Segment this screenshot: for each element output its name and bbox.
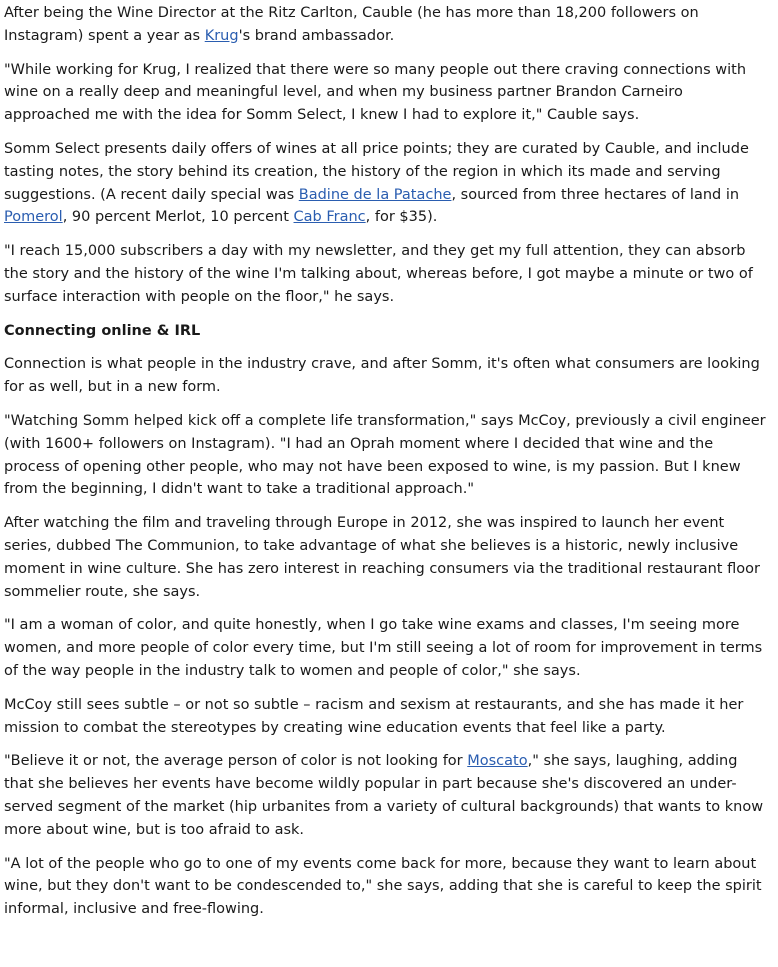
paragraph-text: Somm Select presents daily offers of wines at all price points; they are curated by Cauble, and include tasting notes, the story behind its creation, the history of the region in which its made and serving suggestions. (A recent daily special was [4,140,749,203]
paragraph-woman-of-color-quote: "I am a woman of color, and quite honestly, when I go take wine exams and classes, I'm seeing more women, and more people of color every time, but I'm still seeing a lot of room for improvement in terms of the way people in the industry talk to women and people of color," she says. [4,617,763,679]
link-badine-de-la-patache[interactable]: Badine de la Patache [298,186,452,203]
paragraph-mccoy-quote: "Watching Somm helped kick off a complete life transformation," says McCoy, previously a civil engineer (with 1600+ followers on Instagram). "I had an Oprah moment where I decided that wine and the process of opening other people, who may not have been exposed to wine, is my passion. But I knew from the beginning, I didn't want to take a traditional approach." [4,412,766,498]
section-heading: Connecting online & IRL [4,322,201,339]
paragraph-text: , 90 percent Merlot, 10 percent [62,209,294,226]
paragraph-text: , for $35). [365,209,438,226]
paragraph-cauble-intro [4,2,768,48]
paragraph-somm-select [4,138,768,229]
link-cab-franc[interactable]: Cab Franc [293,209,366,226]
paragraph-text: , sourced from three hectares of land in [451,186,740,203]
paragraph-communion: After watching the film and traveling through Europe in 2012, she was inspired to launch her event series, dubbed The Communion, to take advantage of what she believes is a historic, newly inclusive moment in wine culture. She has zero interest in reaching consumers via the traditional restaurant floor sommelier route, she says. [4,515,760,600]
paragraph-text: 's brand ambassador. [238,27,395,44]
paragraph-connection: Connection is what people in the industry crave, and after Somm, it's often what consumers are looking for as well, but in a new form. [4,356,760,396]
link-krug[interactable]: Krug [204,27,239,44]
paragraph-text: After being the Wine Director at the Ritz Carlton, Cauble (he has more than 18,200 followers on Instagram) spent a year as [4,5,699,44]
paragraph-subscribers-quote: "I reach 15,000 subscribers a day with my newsletter, and they get my full attention, they can absorb the story and the history of the wine I'm talking about, whereas before, I got maybe a minute or two of surface interaction with people on the floor," he says. [4,243,753,305]
paragraph-text: ," she says, laughing, adding that she believes her events have become wildly popular in part because she's discovered an under-served segment of the market (hip urbanites from a variety of cultural backgrounds) that wants to know more about wine, but is too afraid to ask. [4,753,764,838]
paragraph-cauble-quote: "While working for Krug, I realized that there were so many people out there craving connections with wine on a really deep and meaningful level, and when my business partner Brandon Carneiro approached me with the idea for Somm Select, I knew I had to explore it," Cauble says. [4,61,747,124]
link-moscato[interactable]: Moscato [467,753,528,770]
paragraph-text: "Believe it or not, the average person of color is not looking for [4,753,468,770]
paragraph-moscato [4,750,768,841]
paragraph-events-quote: "A lot of the people who go to one of my events come back for more, because they want to learn about wine, but they don't want to be condescended to," she says, adding that she is careful to keep the spirit informal, inclusive and free-flowing. [4,855,762,918]
paragraph-racism-sexism: McCoy still sees subtle – or not so subtle – racism and sexism at restaurants, and she has made it her mission to combat the stereotypes by creating wine education events that feel like a party. [4,696,744,736]
link-pomerol[interactable]: Pomerol [4,209,63,226]
